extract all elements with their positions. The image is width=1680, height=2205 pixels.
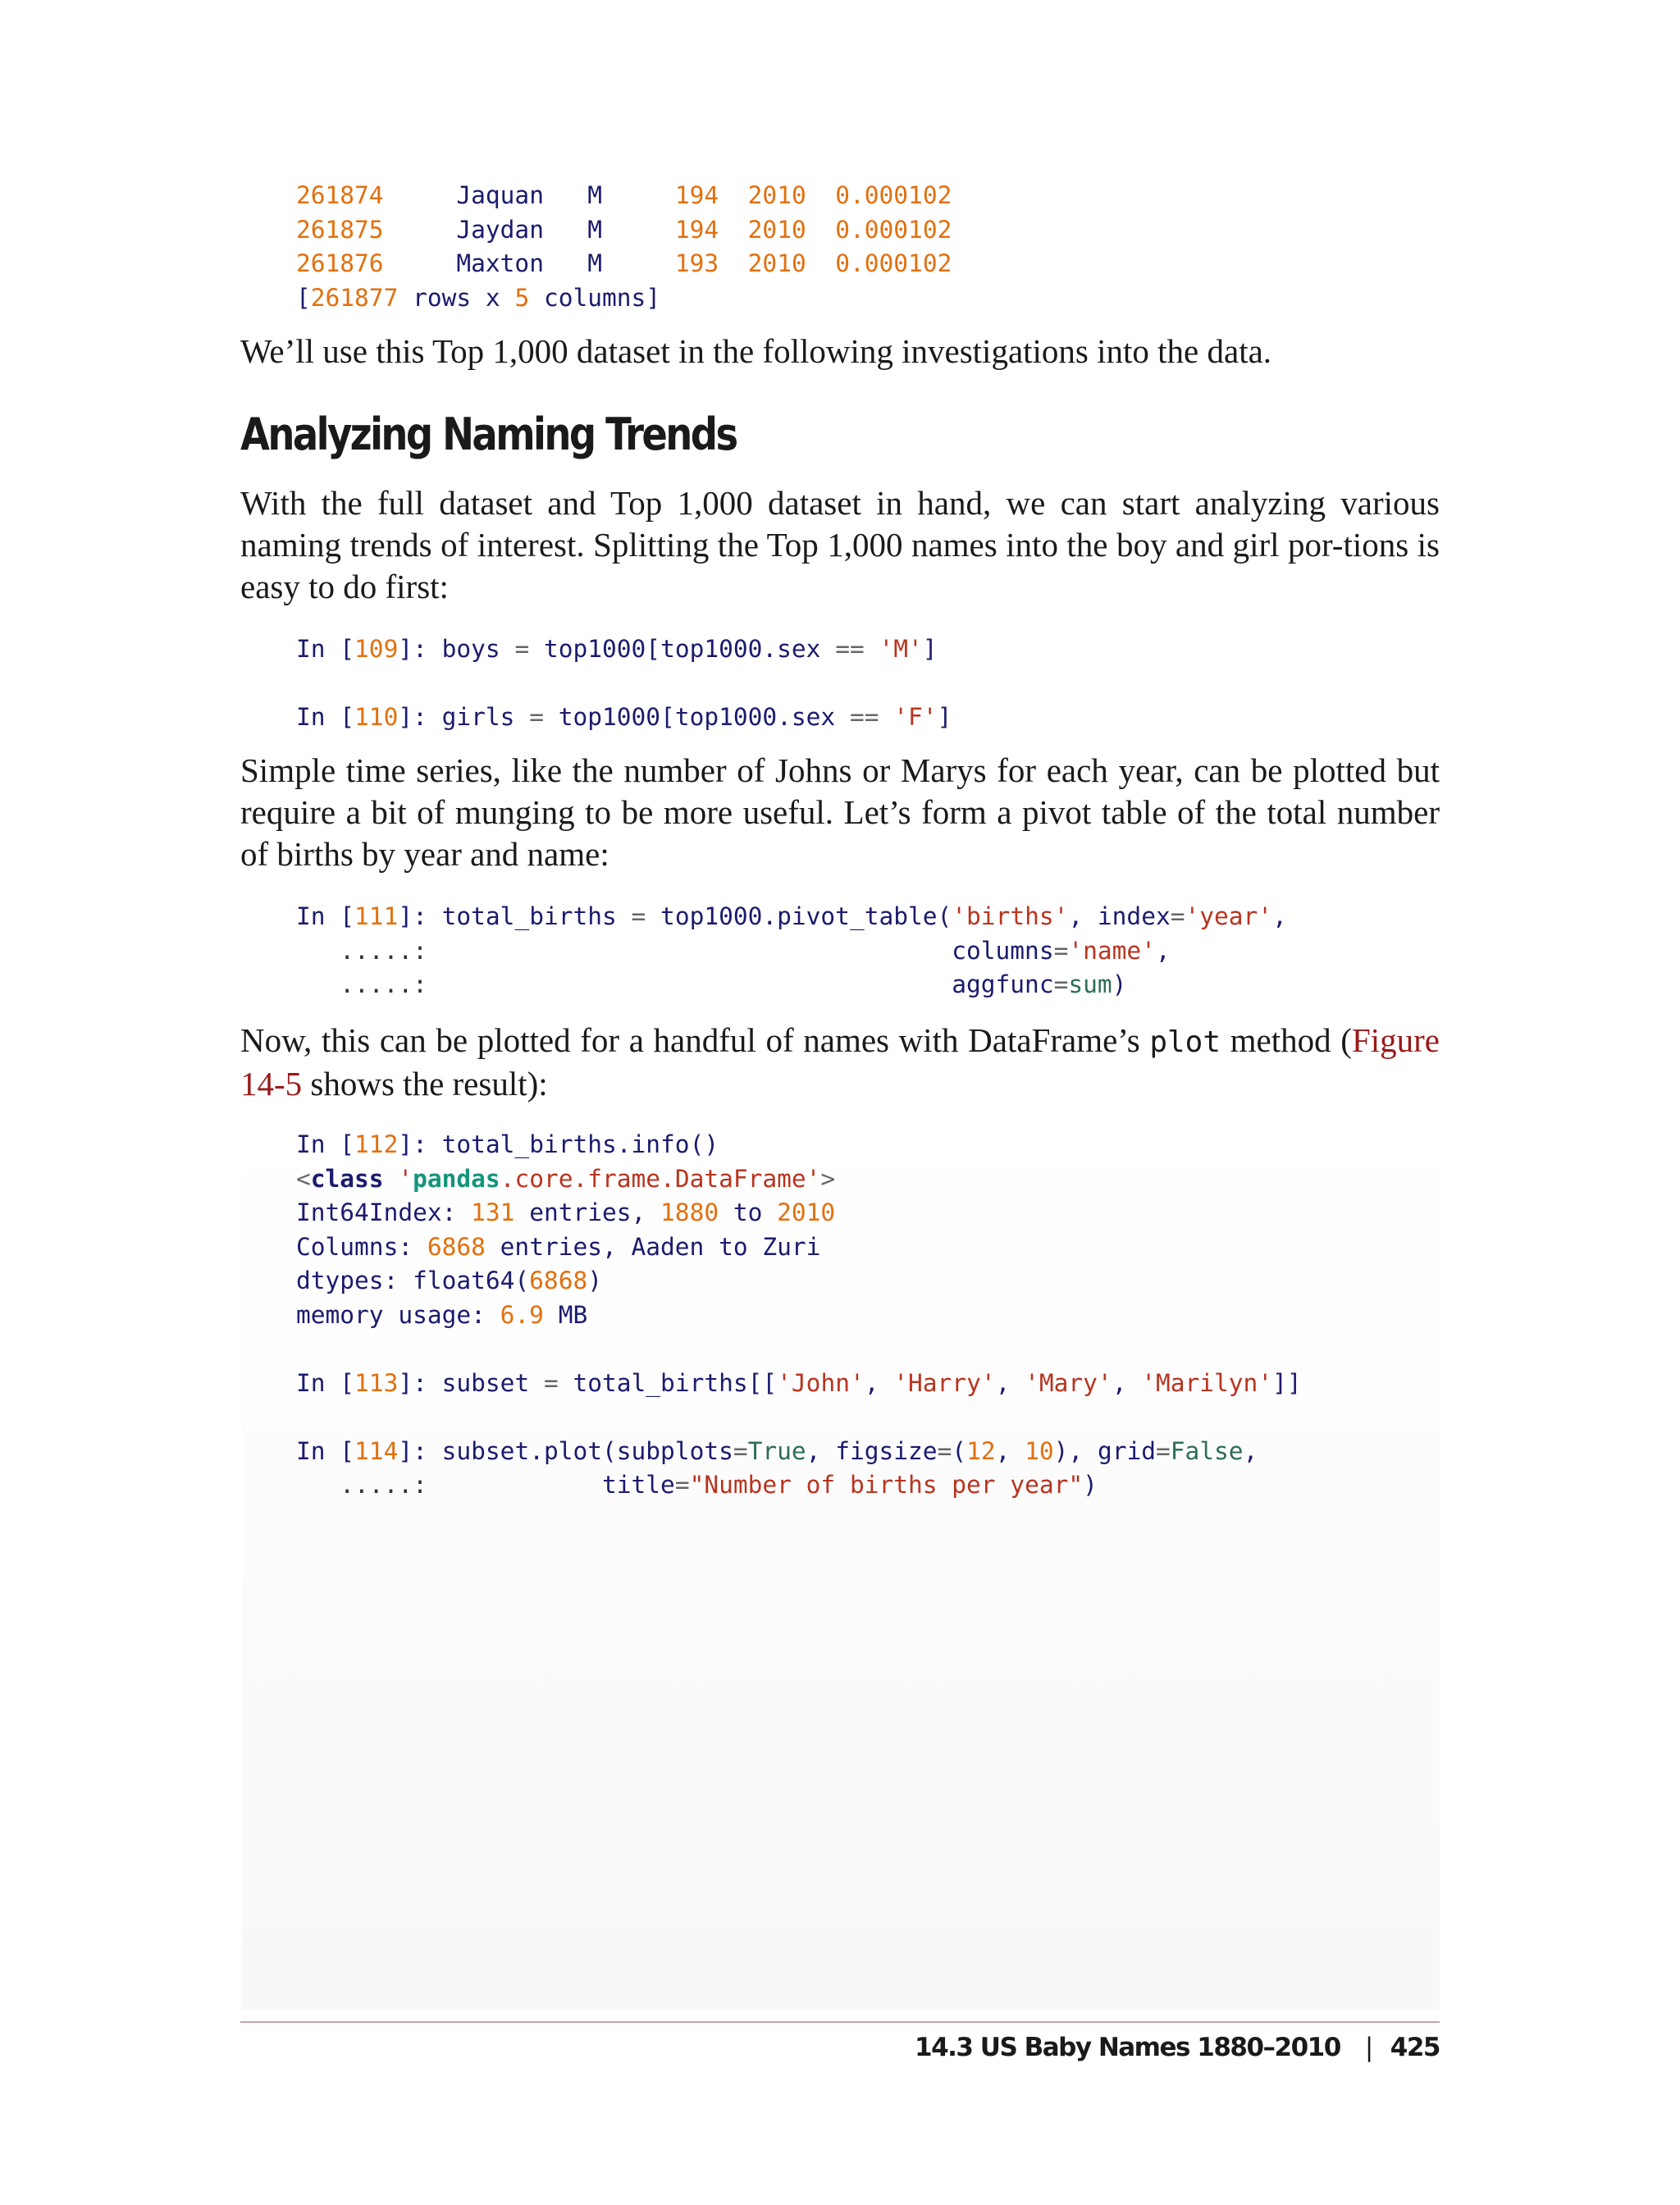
section-heading: Analyzing Naming Trends [240,409,737,460]
code-line-continuation: .....: aggfunc=sum) [296,970,1127,998]
code-input-pivot-table [296,900,1287,1002]
code-line-in111: In [111]: total_births = top1000.pivot_table('births', index='year', [296,902,1287,930]
code-output-class: <class 'pandas.core.frame.DataFrame'> [296,1164,836,1193]
paragraph-naming-trends: With the full dataset and Top 1,000 dataset in hand, we can start analyzing various naming trends of interest. Splitting the Top 1,000 names into the boy and girl por-tions is easy to do first: [240,484,1440,605]
code-input-info-and-plot [296,1128,1302,1503]
code-line-in113: In [113]: subset = total_births[['John', 'Harry', 'Mary', 'Marilyn']] [296,1368,1302,1397]
figure-link[interactable]: Figure 14-5 [240,1021,1440,1102]
footer-rule [240,2021,1440,2023]
footer-section-title: 14.3 US Baby Names 1880–2010 [915,2033,1340,2062]
table-summary: [261877 rows x 5 columns] [296,283,661,312]
footer-separator: | [1364,2033,1372,2062]
code-line-in109: In [109]: boys = top1000[top1000.sex == 'M'] [296,635,938,663]
code-output-memory: memory usage: 6.9 MB [296,1300,588,1329]
paragraph-pivot-table: Simple time series, like the number of Johns or Marys for each year, can be plotted but require a bit of munging to be more useful. Let’s form a pivot table of the total number of births by year and name: [240,751,1440,873]
paragraph-plot-method: Now, this can be plotted for a handful of names with DataFrame’s plot method (Figure 14-5 shows the result): [240,1021,1440,1102]
paragraph-top1000-intro: We’ll use this Top 1,000 dataset in the following investigations into the data. [240,332,1272,370]
code-output-dtypes: dtypes: float64(6868) [296,1267,602,1294]
code-line-in110: In [110]: girls = top1000[top1000.sex == 'F'] [296,703,952,731]
table-row: 261874 Jaquan M 194 2010 0.000102 [296,181,952,209]
code-input-split-sex [296,632,952,735]
table-row: 261876 Maxton M 193 2010 0.000102 [296,249,952,277]
page-number: 425 [1390,2033,1440,2062]
code-output-index: Int64Index: 131 entries, 1880 to 2010 [296,1198,836,1226]
inline-code-plot: plot [1149,1025,1221,1059]
code-line-in112: In [112]: total_births.info() [296,1130,719,1158]
code-output-top1000-tail [296,179,952,315]
table-row: 261875 Jaydan M 194 2010 0.000102 [296,215,952,244]
page-footer [915,2033,1440,2062]
code-line-continuation: .....: columns='name', [296,936,1171,965]
code-line-in114: In [114]: subset.plot(subplots=True, figsize=(12, 10), grid=False, [296,1436,1258,1465]
code-output-columns: Columns: 6868 entries, Aaden to Zuri [296,1232,821,1261]
code-line-continuation: .....: title="Number of births per year") [296,1471,1098,1499]
